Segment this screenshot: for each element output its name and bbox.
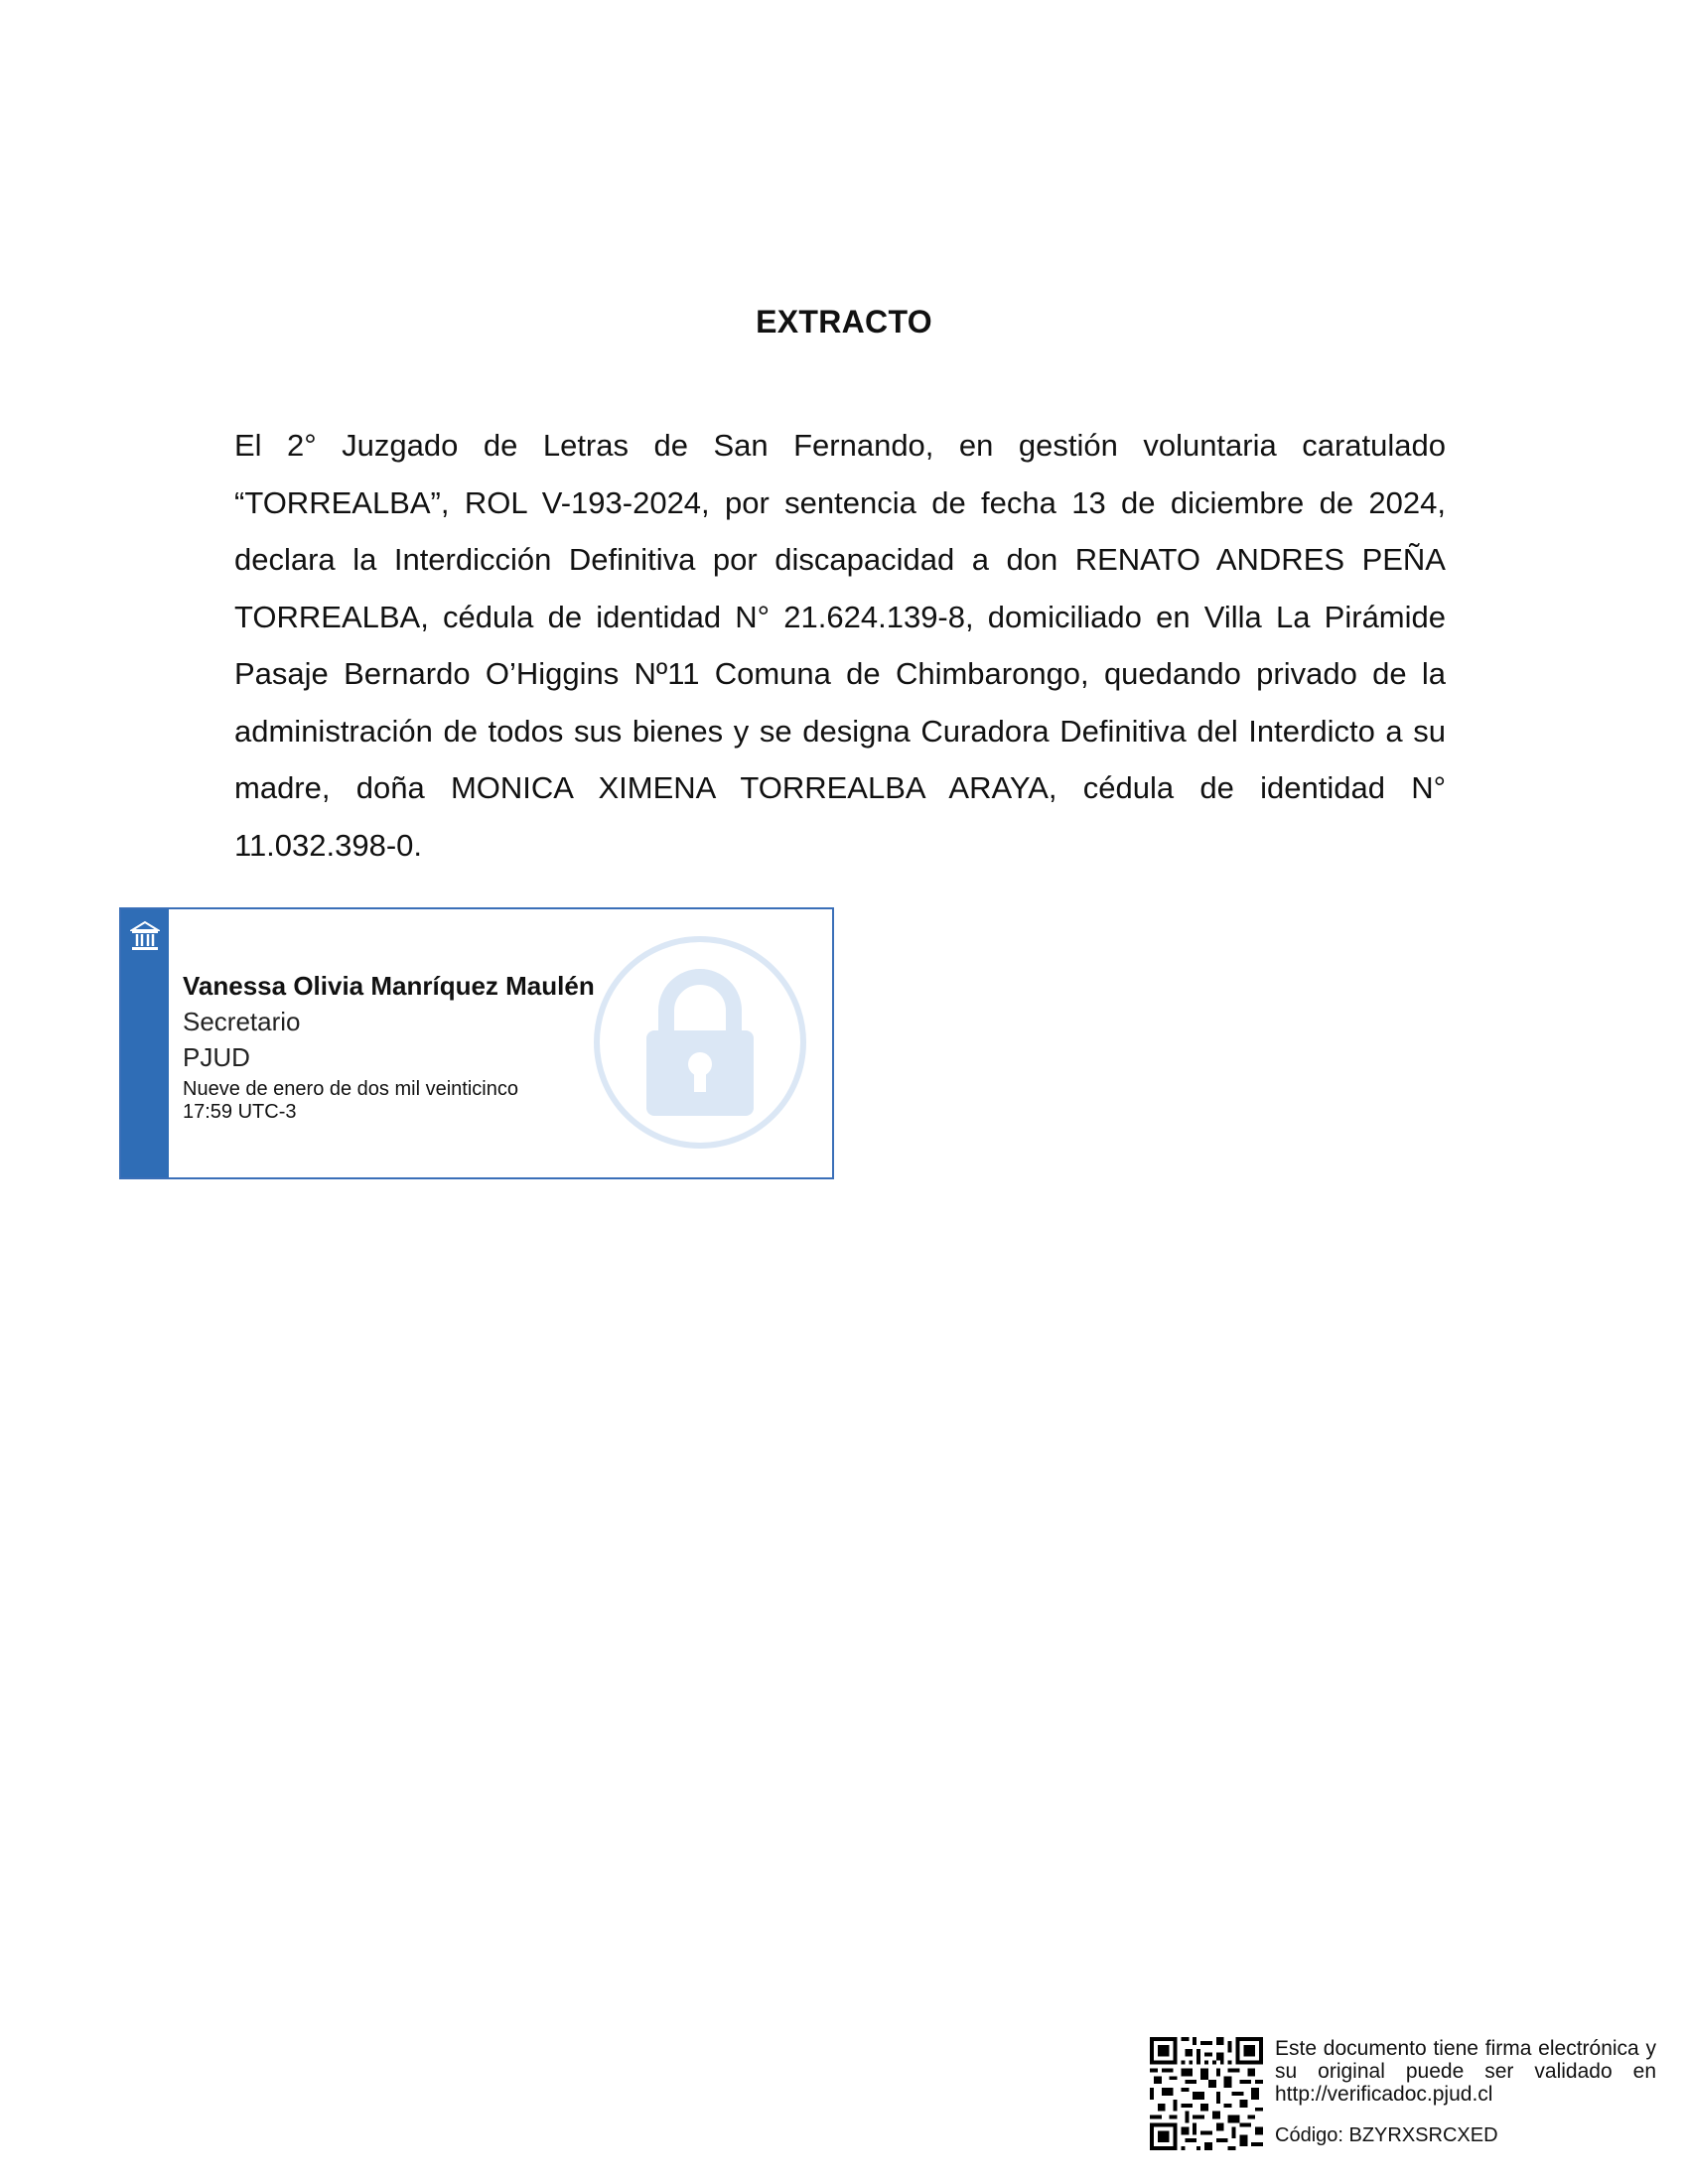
signer-role: Secretario xyxy=(183,1007,301,1036)
signature-time-text: 17:59 UTC-3 xyxy=(183,1101,297,1123)
signer-organization: PJUD xyxy=(183,1042,250,1072)
signature-stripe xyxy=(121,909,169,1177)
electronic-signature-box xyxy=(119,907,834,1179)
lock-icon xyxy=(591,933,809,1152)
signature-date xyxy=(183,1078,518,1124)
qr-code-icon xyxy=(1150,2037,1263,2150)
document-title: EXTRACTO xyxy=(756,304,932,340)
document-body: El 2° Juzgado de Letras de San Fernando, en gestión voluntaria caratulado “TORREALBA”, ROL V-193-2024, por sentencia de fecha 13 de diciembre de 2024, declara la Interdicción Definitiva por discapacidad a don RENATO ANDRES PEÑA TORREALBA, cédula de identidad N° 21.624.139-8, domiciliado en Villa La Pirámide Pasaje Bernardo O’Higgins Nº11 Comuna de Chimbarongo, quedando privado de la administración de todos sus bienes y se designa Curadora Definitiva del Interdicto a su madre, doña MONICA XIMENA TORREALBA ARAYA, cédula de identidad N° 11.032.398-0. xyxy=(234,428,1446,863)
verification-code: Código: BZYRXSRCXED xyxy=(1275,2124,1498,2146)
signature-date-text: Nueve de enero de dos mil veinticinco xyxy=(183,1078,518,1100)
verification-notice: Este documento tiene firma electrónica y su original puede ser validado en http://verificadoc.pjud.cl xyxy=(1275,2037,1656,2106)
signer-name: Vanessa Olivia Manríquez Maulén xyxy=(183,971,595,1001)
courthouse-icon xyxy=(130,919,160,953)
